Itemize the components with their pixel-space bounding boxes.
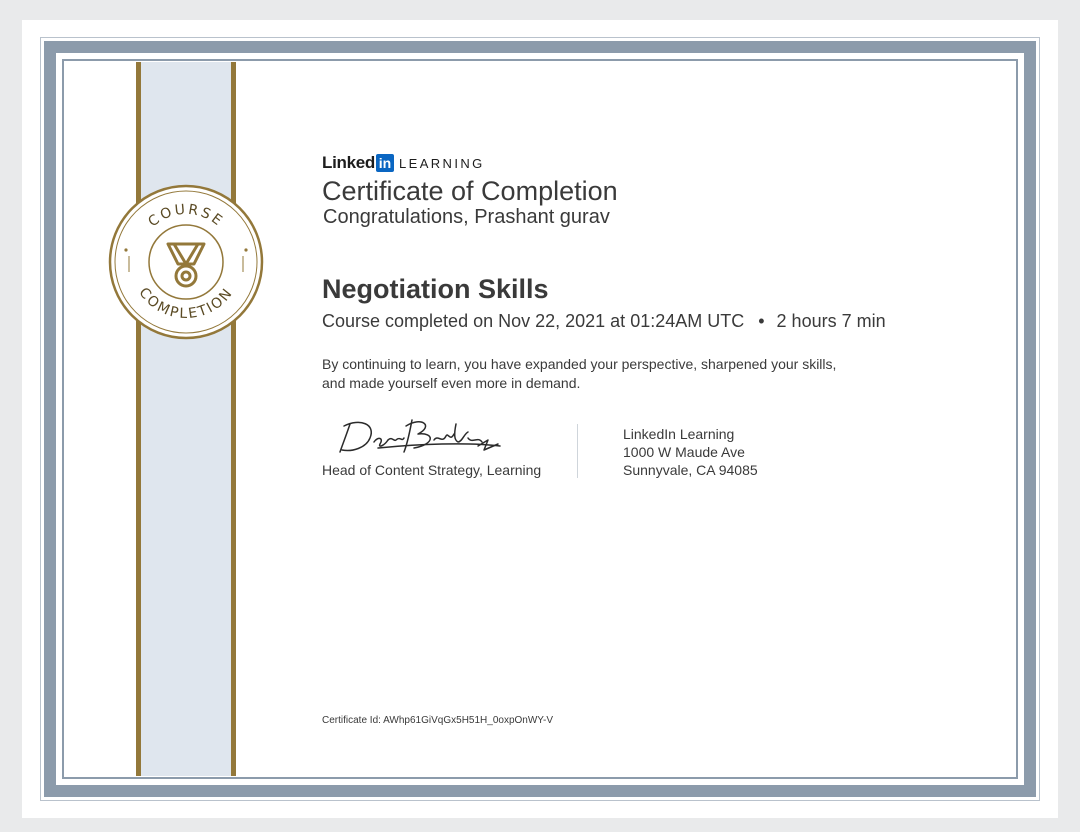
separator-dot: •	[758, 311, 765, 331]
linkedin-learning-logo	[322, 152, 485, 174]
signer-title: Head of Content Strategy, Learning	[322, 462, 542, 478]
address-line-1: LinkedIn Learning	[623, 426, 735, 442]
brand-linked: Linked	[322, 153, 375, 172]
certificate-blurb: By continuing to learn, you have expanded your perspective, sharpened your skills, and made yourself even more in demand.	[322, 356, 837, 391]
address-block	[623, 425, 758, 479]
completion-details	[322, 311, 886, 332]
certificate-id: Certificate Id: AWhp61GiVqGx5H51H_0oxpOnWY-V	[322, 715, 554, 726]
completed-on: Course completed on Nov 22, 2021 at 01:24AM UTC	[322, 311, 745, 331]
course-duration: 2 hours 7 min	[776, 311, 886, 331]
vertical-divider	[577, 424, 578, 478]
course-name: Negotiation Skills	[322, 274, 549, 304]
certificate-title: Certificate of Completion	[322, 176, 618, 206]
brand-learning: LEARNING	[399, 155, 485, 171]
address-line-3: Sunnyvale, CA 94085	[623, 462, 758, 478]
signature-image	[338, 416, 508, 458]
congratulations-line: Congratulations, Prashant gurav	[323, 206, 610, 228]
seal-bottom-text: COMPLETION	[135, 284, 237, 323]
address-line-2: 1000 W Maude Ave	[623, 444, 745, 460]
seal-top-text: COURSE	[145, 201, 227, 231]
ribbon-stripe	[136, 62, 236, 776]
signature-block	[322, 414, 582, 484]
course-completion-seal	[108, 184, 264, 340]
linkedin-in-icon: in	[376, 154, 394, 172]
